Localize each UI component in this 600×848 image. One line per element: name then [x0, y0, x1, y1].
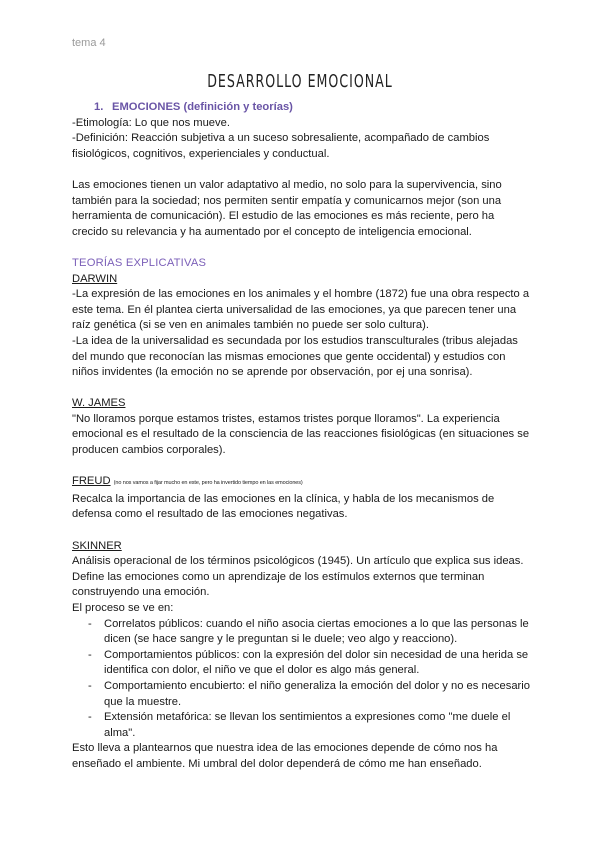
list-item: - Correlatos públicos: cuando el niño asocia ciertas emociones a lo que las personas le dicen (se hace sangre y le preguntan si le duele; veo algo y reacciono). — [104, 617, 530, 648]
skinner-line-2: Define las emociones como un aprendizaje de los estímulos externos que terminan construyendo una emoción. — [72, 570, 485, 599]
darwin-heading: DARWIN — [72, 272, 118, 285]
document-header: tema 4 — [72, 37, 106, 49]
skinner-line-3: El proceso se ve en: — [72, 602, 174, 614]
list-item: - Comportamiento encubierto: el niño generaliza la emoción del dolor y no es necesario que la muestre. — [104, 679, 530, 710]
james-text: "No lloramos porque estamos tristes, estamos tristes porque lloramos". La experiencia emocional es el resultado de la consciencia de las reacciones fisiológicas (en situaciones se producen cambios corporales). — [72, 412, 530, 457]
darwin-line-2: -La idea de la universalidad es secundada por los estudios transculturales (tribus alejadas del mundo que reconocían las mismas emociones que gente occidental) y estudios con niños invidentes (la emoción no se aprende por observación, por ej una sonrisa). — [72, 334, 518, 379]
section-number: 1. — [94, 101, 104, 113]
freud-heading: FREUD — [72, 475, 111, 488]
freud-heading-line — [72, 474, 530, 492]
definition-line: -Definición: Reacción subjetiva a un suceso sobresaliente, acompañado de cambios fisiológicos, cognitivos, experienciales y conductual. — [72, 132, 490, 160]
section-heading — [94, 100, 530, 116]
section-heading-text: EMOCIONES (definición y teorías) — [112, 101, 293, 113]
freud-text: Recalca la importancia de las emociones en la clínica, y habla de los mecanismos de defensa como el resultado de las emociones negativas. — [72, 492, 495, 521]
skinner-line-1: Análisis operacional de los términos psicológicos (1945). Un artículo que explica sus ideas. — [72, 555, 524, 568]
theories-heading: TEORÍAS EXPLICATIVAS — [72, 256, 207, 269]
darwin-line-1: -La expresión de las emociones en los animales y el hombre (1872) fue una obra respecto a este tema. En él plantea cierta universalidad de las emociones, ya que parecen tener una raíz genética (si se ven en animales también no puede ser solo cultura). — [72, 288, 530, 332]
list-item: - Comportamientos públicos: con la expresión del dolor sin necesidad de una herida se identifica con dolor, el niño ve que el dolor es algo más general. — [104, 648, 530, 679]
james-heading: W. JAMES — [72, 397, 126, 410]
list-item: - Extensión metafórica: se llevan los sentimientos a expresiones como "me duele el alma". — [104, 710, 530, 741]
freud-note: (no nos vamos a fijar mucho en este, pero ha invertido tiempo en las emociones) — [113, 480, 303, 487]
process-list — [72, 617, 530, 742]
skinner-conclusion: Esto lleva a plantearnos que nuestra idea de las emociones depende de cómo nos ha enseñado el ambiente. Mi umbral del dolor dependerá de cómo me han enseñado. — [72, 742, 498, 770]
page-title: DESARROLLO EMOCIONAL — [207, 72, 393, 92]
document-body — [72, 100, 530, 773]
emotions-paragraph: Las emociones tienen un valor adaptativo al medio, no solo para la supervivencia, sino también para la sociedad; nos permiten sentir empatía y comunicarnos mejor (son una herramienta de comunicación). El estudio de las emociones es más reciente, pero ha crecido su relevancia y ha aumentado por el concepto de inteligencia emocional. — [72, 178, 502, 238]
etymology-line: -Etimología: Lo que nos mueve. — [72, 116, 230, 129]
skinner-heading: SKINNER — [72, 539, 122, 552]
